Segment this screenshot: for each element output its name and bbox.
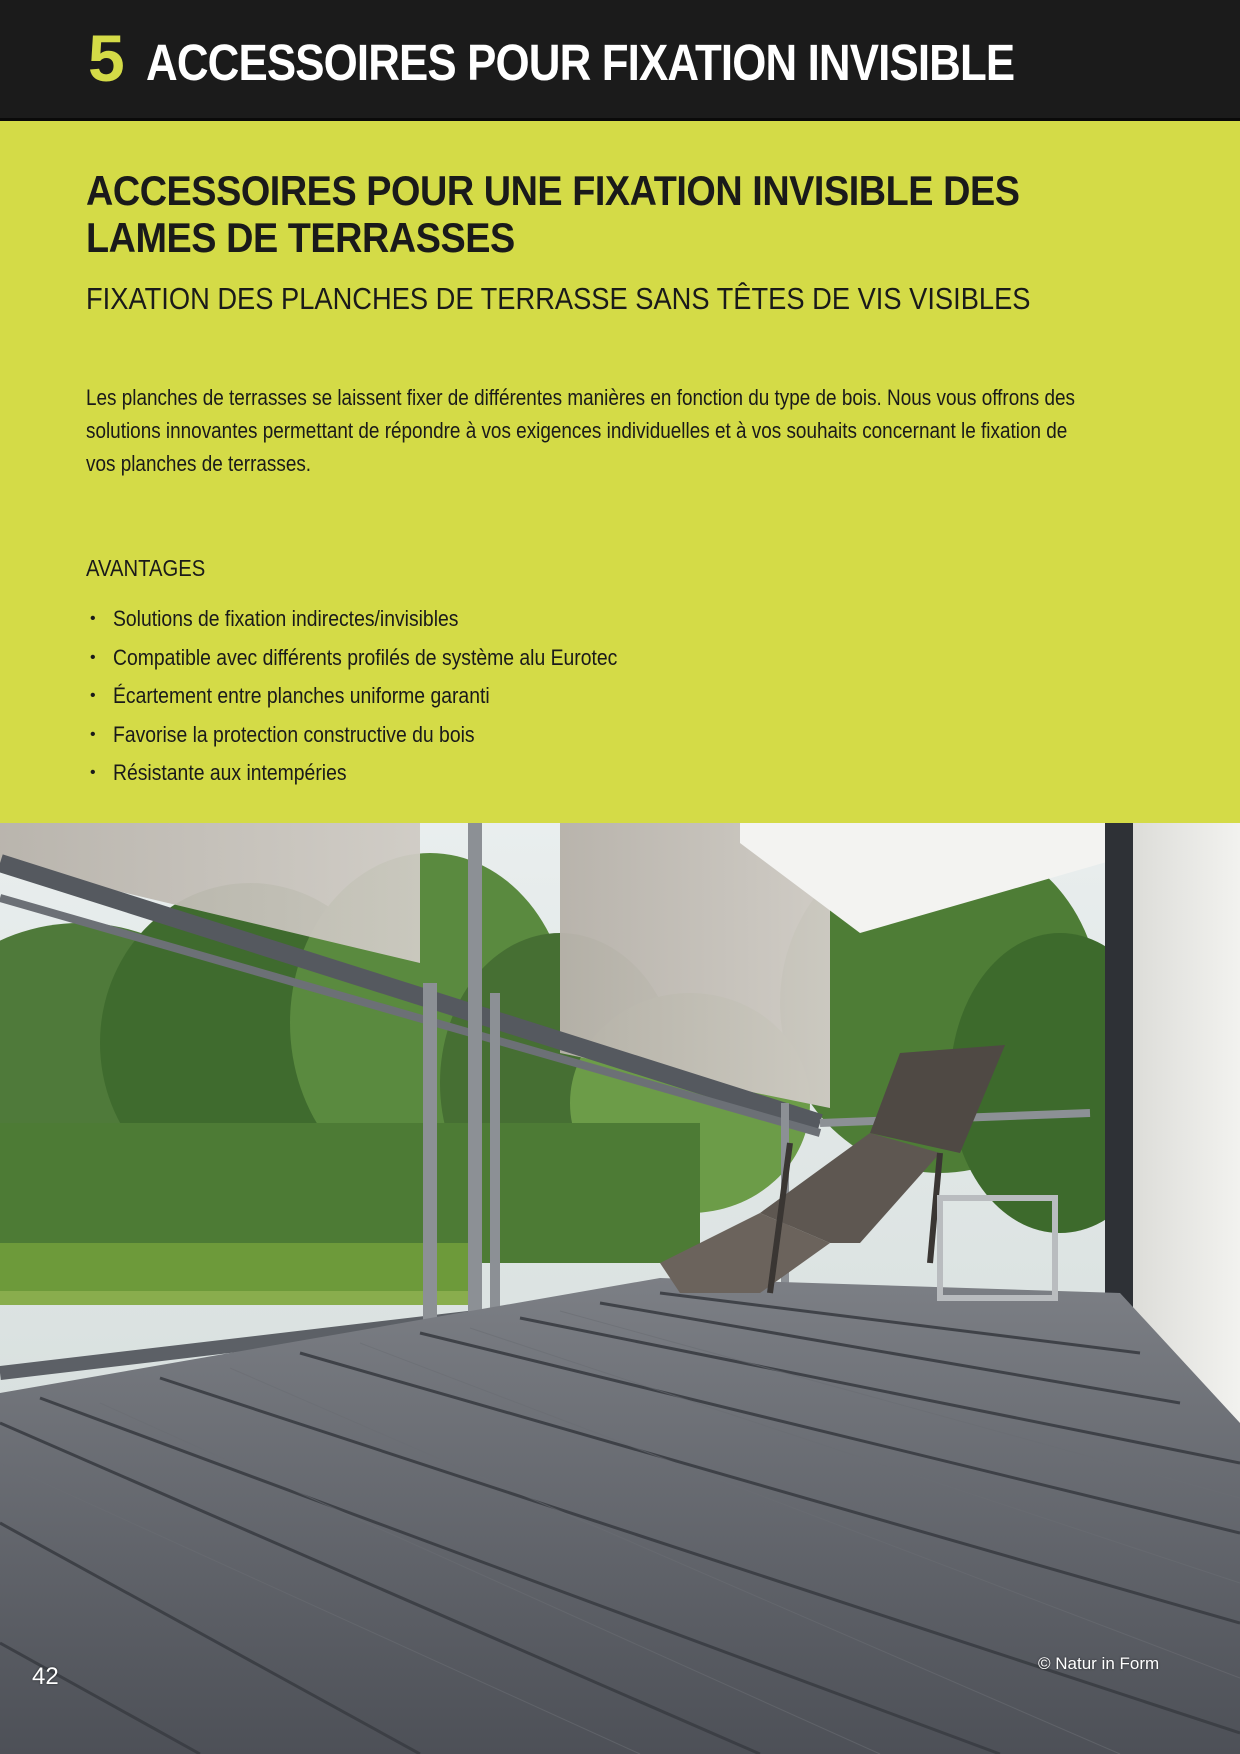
- intro-paragraph: Les planches de terrasses se laissent fixer de différentes manières en fonction du type de bois. Nous vous offrons des solutions innovantes permettant de répondre à vos exigences individuelles et à vos souhaits concernant le fixation de vos planches de terrasses.: [86, 385, 1075, 476]
- advantages-heading: AVANTAGES: [86, 555, 206, 581]
- advantage-text: Solutions de fixation indirectes/invisibles: [113, 606, 459, 631]
- section-subtitle: FIXATION DES PLANCHES DE TERRASSE SANS TÊTES DE VIS VISIBLES: [86, 281, 1031, 316]
- chapter-number: 5: [88, 21, 125, 95]
- list-item: [86, 754, 986, 793]
- terrace-photo-illustration: [0, 823, 1240, 1754]
- bullet-icon: •: [90, 764, 96, 781]
- list-item: [86, 639, 986, 678]
- advantage-text: Favorise la protection constructive du bois: [113, 721, 475, 747]
- list-item: [86, 716, 986, 755]
- advantage-text: Résistante aux intempéries: [113, 760, 347, 785]
- advantage-text: Écartement entre planches uniforme garanti: [113, 683, 490, 708]
- list-item: [86, 600, 986, 639]
- page-number: 42: [32, 1663, 59, 1690]
- list-item: [86, 677, 986, 716]
- photo-credit: © Natur in Form: [1038, 1654, 1160, 1673]
- bullet-icon: •: [90, 648, 96, 666]
- bullet-icon: •: [90, 610, 96, 627]
- advantages-list: [86, 600, 986, 793]
- chapter-title: ACCESSOIRES POUR FIXATION INVISIBLE: [146, 34, 1015, 91]
- advantage-text: Compatible avec différents profilés de système alu Eurotec: [113, 644, 618, 670]
- chapter-header: [0, 0, 1240, 121]
- bullet-icon: •: [90, 725, 96, 743]
- terrace-photo: [0, 823, 1240, 1754]
- bullet-icon: •: [90, 687, 96, 704]
- section-title: ACCESSOIRES POUR UNE FIXATION INVISIBLE DES LAMES DE TERRASSES: [86, 167, 1020, 261]
